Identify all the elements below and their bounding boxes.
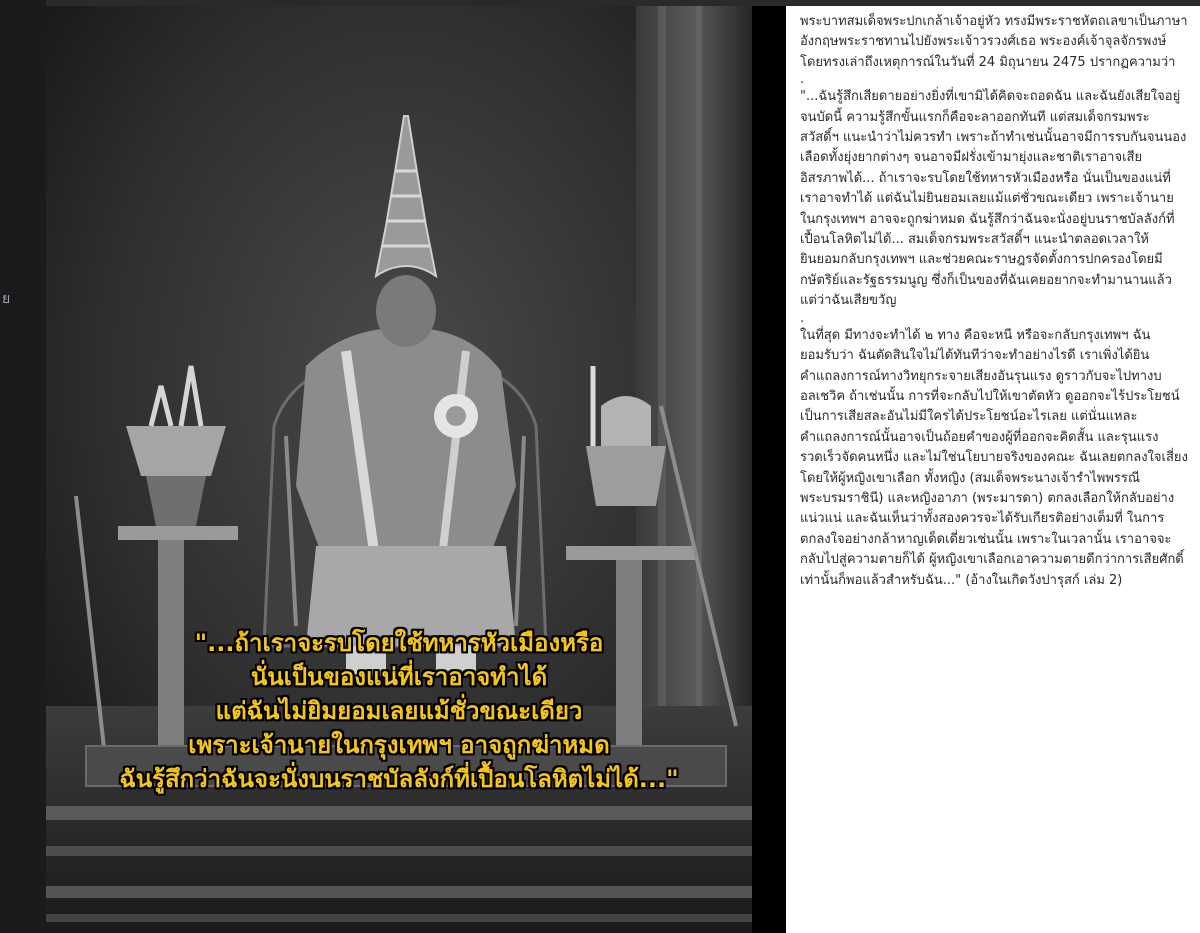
- article-text-panel: [786, 6, 1200, 933]
- overlay-quote-line: "...ถ้าเราจะรบโดยใช้ทหารหัวเมืองหรือ: [194, 629, 604, 657]
- overlay-quote-line: ฉันรู้สึกว่าฉันจะนั่งบนราชบัลลังก์ที่เปื้อนโลหิตไม่ได้...": [119, 765, 679, 793]
- overlay-quote-line: เพราะเจ้านายในกรุงเทพฯ อาจถูกฆ่าหมด: [188, 731, 610, 759]
- left-edge-text: ย: [2, 291, 11, 307]
- article-paragraph-2: ในที่สุด มีทางจะทำได้ ๒ ทาง คือจะหนี หรือจะกลับกรุงเทพฯ ฉันยอมรับว่า ฉันตัดสินใจไม่ได้ทันทีว่าจะทำอย่างไรดี เราเพิ่งได้ยินคำแถลงการณ์ทางวิทยุกระจายเสียงอันรุนแรง ดูราวกับจะไปทางบอลเชวิค ถ้าเช่นนั้น การที่จะกลับไปให้เขาตัดหัว ดูออกจะไร้ประโยชน์ เป็นการเสียสละอันไม่มีใครได้ประโยชน์อะไรเลย แต่นั่นแหละ คำแถลงการณ์นั้นอาจเป็นถ้อยคำของผู้ที่ออกจะคิดสั้น และรุนแรงรวดเร็วจัดคนหนึ่ง และไม่ใช่นโยบายจริงของคณะ ฉันเลยตกลงใจเสี่ยง โดยให้ผู้หญิงเขาเลือก ทั้งหญิง (สมเด็จพระนางเจ้ารำไพพรรณี พระบรมราชินี) และหญิงอาภา (พระมารดา) ตกลงเลือกให้กลับอย่างแน่วแน่ และฉันเห็นว่าทั้งสองควรจะได้รับเกียรติอย่างเต็มที่ ในการตกลงใจอย่างกล้าหาญเด็ดเดี่ยวเช่นนั้น เพราะในเวลานั้น เราอาจจะกลับไปสู่ความตายก็ได้ ผู้หญิงเขาเลือกเอาความตายดีกว่าการเสียศักดิ์ เท่านั้นก็พอแล้วสำหรับฉัน..." (อ้างในเกิดวังปารุสก์ เล่ม 2): [800, 327, 1188, 588]
- overlay-quote-line: นั่นเป็นของแน่ที่เราอาจทำได้: [250, 663, 548, 691]
- left-edge-strip: [0, 0, 46, 933]
- image-gutter: [752, 6, 786, 933]
- paragraph-separator: .: [800, 310, 805, 326]
- paragraph-separator: .: [800, 72, 805, 88]
- article-paragraph-1: "...ฉันรู้สึกเสียดายอย่างยิ่งที่เขามิได้คิดจะถอดฉัน และฉันยังเสียใจอยู่จนบัดนี้ ความรู้สึกขั้นแรกก็คือจะลาออกทันที แต่สมเด็จกรมพระสวัสดิ์ฯ แนะนำว่าไม่ควรทำ เพราะถ้าทำเช่นนั้นอาจมีการรบกันจนนองเลือดทั้งยุ่งยากต่างๆ จนอาจมีฝรั่งเข้ามายุ่งและชาติเราอาจเสียอิสรภาพได้... ถ้าเราจะรบโดยใช้ทหารหัวเมืองหรือ นั่นเป็นของแน่ที่เราอาจทำได้ แต่ฉันไม่ยินยอมเลยแม้แต่ชั่วขณะเดียว เพราะเจ้านายในกรุงเทพฯ อาจจะถูกฆ่าหมด ฉันรู้สึกว่าฉันจะนั่งอยู่บนราชบัลลังก์ที่เปื้อนโลหิตไม่ได้... สมเด็จกรมพระสวัสดิ์ฯ แนะนำตลอดเวลาให้ยินยอมกลับกรุงเทพฯ และช่วยคณะราษฎรจัดตั้งการปกครองโดยมีกษัตริย์และรัฐธรรมนูญ ซึ่งก็เป็นของที่ฉันเคยอยากจะทำมานานแล้ว แต่ว่าฉันเสียขวัญ: [800, 89, 1187, 309]
- overlay-quote: [46, 626, 752, 796]
- article-intro: พระบาทสมเด็จพระปกเกล้าเจ้าอยู่หัว ทรงมีพระราชหัตถเลขาเป็นภาษาอังกฤษพระราชทานไปยังพระเจ้าวรวงศ์เธอ พระองค์เจ้าจุลจักรพงษ์ โดยทรงเล่าถึงเหตุการณ์ในวันที่ 24 มิถุนายน 2475 ปรากฏความว่า: [800, 14, 1188, 70]
- overlay-quote-line: แต่ฉันไม่ยิมยอมเลยแม้ชั่วขณะเดียว: [215, 697, 583, 725]
